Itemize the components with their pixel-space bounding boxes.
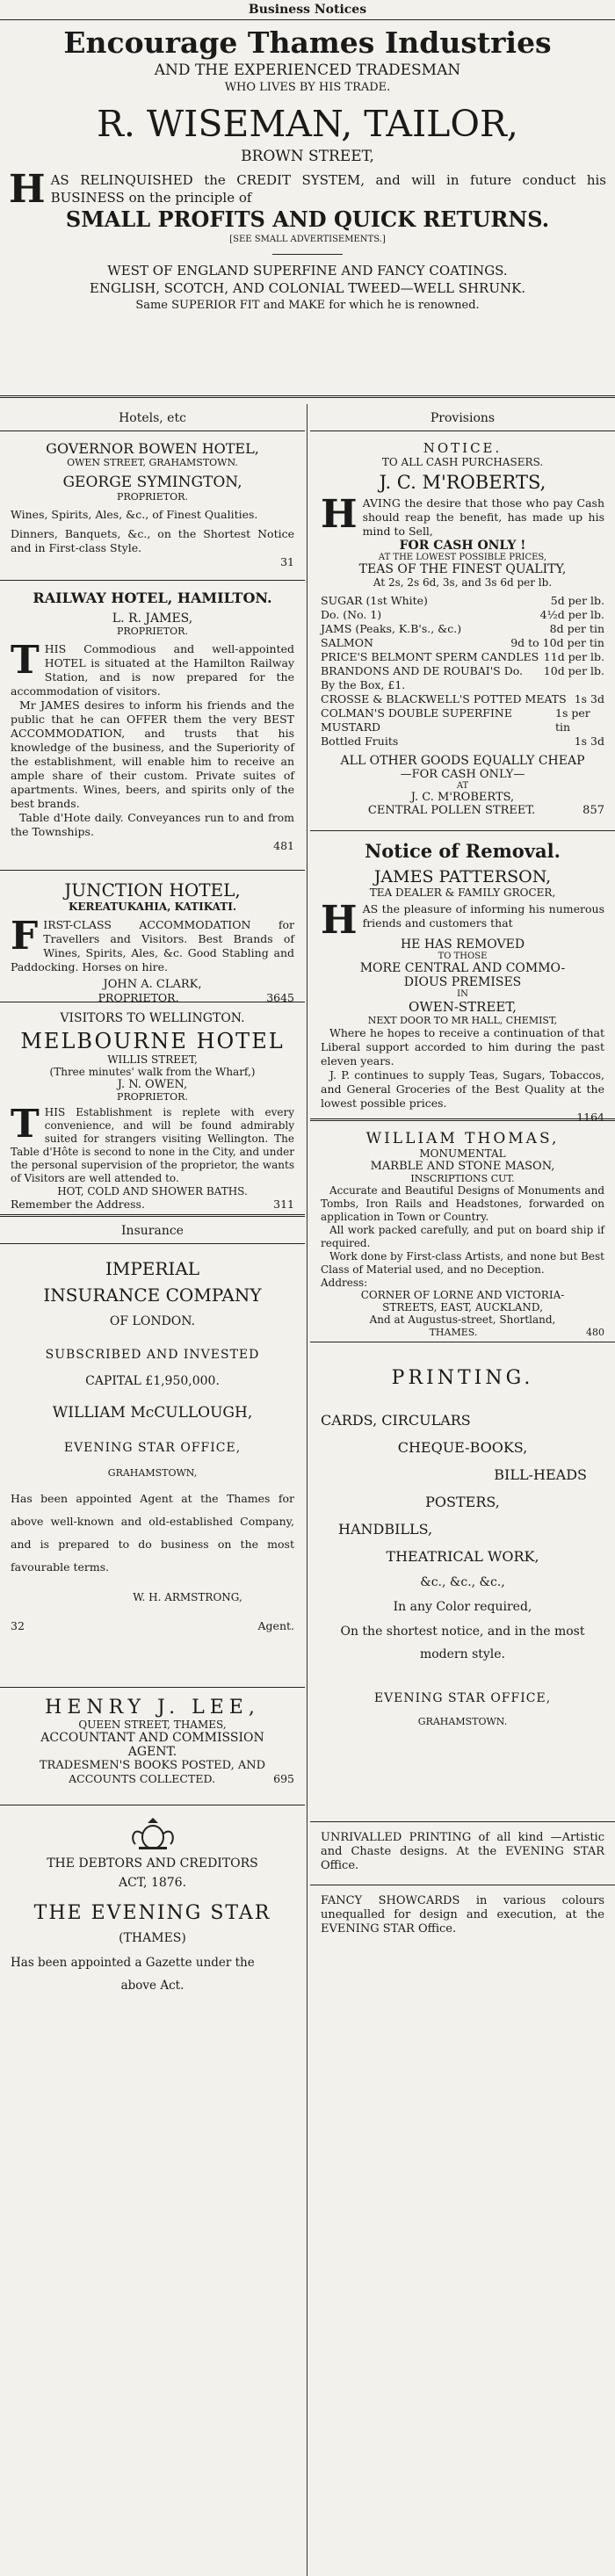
masthead: Business Notices	[0, 0, 615, 20]
lee-title-2: AGENT.	[127, 1745, 177, 1759]
william-thomas-ad	[310, 1121, 615, 1342]
right-column	[310, 404, 615, 2576]
ad-number: 480	[586, 1327, 604, 1338]
jp-line: J. P. continues to supply Teas, Sugars, Tobaccos, and General Groceries of the Best Quality at the lowest possible prices.	[321, 1068, 604, 1110]
address-label: Address:	[321, 1277, 368, 1289]
baths-line: HOT, COLD AND SHOWER BATHS.	[57, 1185, 248, 1198]
tweed-line: ENGLISH, SCOTCH, AND COLONIAL TWEED—WELL SHRUNK.	[89, 280, 526, 296]
patterson-name: JAMES PATTERSON,	[373, 867, 552, 886]
owen-street: OWEN-STREET,	[409, 999, 517, 1015]
sign-address: CENTRAL POLLEN STREET.	[367, 804, 536, 817]
visitors-heading: VISITORS TO WELLINGTON.	[60, 1011, 245, 1025]
monumental: MONUMENTAL	[419, 1147, 506, 1160]
price-row	[321, 650, 604, 664]
ad-number: 31	[280, 555, 294, 568]
grocer-line: TEA DEALER & FAMILY GROCER,	[369, 886, 556, 899]
color-line: In any Color required,	[393, 1600, 532, 1614]
price-row	[321, 734, 604, 749]
debtors-line-1: THE DEBTORS AND CREDITORS	[47, 1856, 258, 1870]
other-goods: ALL OTHER GOODS EQUALLY CHEAP	[340, 754, 585, 768]
next-door: NEXT DOOR TO MR HALL, CHEMIST,	[367, 1015, 558, 1026]
price-item: COLMAN'S DOUBLE SUPERFINE MUSTARD	[321, 706, 512, 734]
price-row	[321, 636, 604, 650]
owner-name: J. N. OWEN,	[117, 1078, 188, 1091]
price-item: PRICE'S BELMONT SPERM CANDLES	[321, 650, 539, 663]
debtors-line-2: ACT, 1876.	[118, 1876, 187, 1890]
wiseman-ad	[0, 20, 615, 398]
hotel-title: JUNCTION HOTEL,	[64, 879, 241, 901]
proprietor-role: PROPRIETOR.	[98, 991, 179, 1004]
price-value: 1s per tin	[555, 706, 590, 734]
price-row	[321, 622, 604, 636]
tea-prices: At 2s, 2s 6d, 3s, and 3s 6d per lb.	[373, 576, 553, 589]
etc-line: &c., &c., &c.,	[420, 1575, 505, 1589]
fit-line: Same SUPERIOR FIT and MAKE for which he is renowned.	[135, 299, 480, 312]
notice-heading: NOTICE.	[423, 440, 503, 456]
imperial-body: Has been appointed Agent at the Thames for above well-known and old-established Company, and is prepared to do business on the most favourable terms.	[11, 1492, 294, 1574]
proprietor-name: JOHN A. CLARK,	[103, 978, 202, 991]
drop-cap: F	[11, 914, 39, 959]
cash-purchasers: TO ALL CASH PURCHASERS.	[381, 456, 544, 468]
price-value: 5d per lb.	[550, 594, 604, 607]
owner-role: PROPRIETOR.	[117, 1091, 188, 1103]
eso-line: EVENING STAR OFFICE,	[373, 1691, 552, 1705]
ad-number: 481	[273, 839, 294, 852]
remember-line: Remember the Address.	[11, 1198, 145, 1211]
debtors-body: Has been appointed a Gazette under the	[11, 1956, 255, 1970]
debtors-end: above Act.	[120, 1979, 184, 1993]
mroberts-ad	[310, 431, 615, 831]
corner-2: STREETS, EAST, AUCKLAND,	[382, 1301, 543, 1313]
price-row	[321, 692, 604, 706]
lee-name: HENRY J. LEE,	[45, 1697, 260, 1719]
patterson-ad	[310, 831, 615, 1124]
ad-number: 3645	[266, 991, 294, 1004]
proprietor-name: L. R. JAMES,	[112, 611, 193, 626]
slogan: SMALL PROFITS AND QUICK RETURNS.	[65, 206, 550, 232]
thames-line: (THAMES)	[119, 1931, 186, 1945]
agent-name: WILLIAM McCULLOUGH,	[52, 1404, 253, 1422]
headline: Encourage Thames Industries	[63, 25, 552, 60]
subheadline: AND THE EXPERIENCED TRADESMAN	[154, 62, 461, 79]
subheadline-2: WHO LIVES BY HIS TRADE.	[224, 81, 391, 94]
proprietor-role: PROPRIETOR.	[117, 626, 188, 637]
left-column	[0, 404, 305, 2576]
price-list	[321, 594, 604, 749]
railway-hotel-ad	[0, 581, 305, 871]
lee-title-1: ACCOUNTANT AND COMMISSION	[40, 1731, 264, 1745]
sign-name: J. C. M'ROBERTS,	[410, 791, 515, 804]
unrivalled-body: UNRIVALLED PRINTING of all kind —Artistic and Chaste designs. At the EVENING STAR Office.	[321, 1831, 604, 1872]
melbourne-body: HIS Establishment is replete with every convenience, and will be found admirably suited for strangers visiting Wellington. The Table d'Hôte is second to none in the City, and under the personal supervision of the proprietor, the wants of Visitors are well attended to.	[11, 1106, 294, 1184]
premises-2: DIOUS PREMISES	[403, 975, 522, 989]
dinners-line: Dinners, Banquets, &c., on the Shortest Notice and in First-class Style.	[11, 527, 294, 554]
hotel-title: GOVERNOR BOWEN HOTEL,	[46, 440, 259, 457]
section-hotels: Hotels, etc	[0, 404, 305, 431]
printing-ad	[310, 1342, 615, 1822]
drop-cap: H	[9, 167, 46, 212]
hotel-title: MELBOURNE HOTEL	[20, 1029, 285, 1053]
hotel-address: OWEN STREET, GRAHAMSTOWN.	[67, 457, 238, 468]
for-cash-only: FOR CASH ONLY !	[399, 539, 526, 553]
posters-line: POSTERS,	[425, 1494, 500, 1510]
price-value: 4½d per lb.	[539, 608, 604, 621]
patterson-body: AS the pleasure of informing his numerous friends and customers that	[362, 902, 604, 930]
in-label: IN	[457, 989, 468, 999]
cards-line: CARDS, CIRCULARS	[321, 1412, 471, 1429]
corner-1: CORNER OF LORNE AND VICTORIA-	[360, 1289, 565, 1301]
junction-hotel-ad	[0, 871, 305, 1002]
coatings-line: WEST OF ENGLAND SUPERFINE AND FANCY COATINGS.	[107, 263, 508, 279]
theatrical-line: THEATRICAL WORK,	[386, 1548, 539, 1565]
evening-star: THE EVENING STAR	[33, 1902, 271, 1924]
price-item: Do. (No. 1)	[321, 608, 382, 621]
henry-lee-ad	[0, 1688, 305, 1805]
price-row	[321, 608, 604, 622]
billheads-line: BILL-HEADS	[494, 1466, 587, 1483]
cash-only-line: —FOR CASH ONLY—	[400, 768, 525, 781]
removal-heading: Notice of Removal.	[365, 840, 561, 862]
thomas-body-3: Work done by First-class Artists, and none but Best Class of Material used, and no Deception.	[321, 1250, 604, 1276]
ad-number: 32	[11, 1619, 25, 1632]
price-item: SALMON	[321, 636, 373, 649]
lowest-prices: AT THE LOWEST POSSIBLE PRICES,	[378, 553, 547, 562]
debtors-act-ad	[0, 1805, 305, 2001]
price-item: By the Box, £1.	[321, 678, 406, 691]
company-line-3: OF LONDON.	[109, 1314, 196, 1328]
railway-body: HIS Commodious and well-appointed HOTEL is situated at the Hamilton Railway Station, and is now prepared for the accommodation of visitors.	[11, 642, 294, 698]
hopes-line: Where he hopes to receive a continuation of that Liberal support accorded to him during the past eleven years.	[321, 1026, 604, 1067]
hotel-street: WILLIS STREET,	[107, 1053, 198, 1066]
drop-cap: H	[321, 898, 358, 943]
tailor-street: BROWN STREET,	[241, 148, 374, 165]
price-value: 9d to 10d per tin	[510, 636, 604, 649]
price-row	[321, 664, 604, 678]
to-those: TO THOSE	[438, 952, 488, 961]
price-value: 8d per tin	[549, 622, 604, 635]
subscribed-line: SUBSCRIBED AND INVESTED	[45, 1348, 260, 1362]
mroberts-body: AVING the desire that those who pay Cash should reap the benefit, has made up his mind to Sell,	[362, 496, 604, 538]
royal-crest-image	[127, 1818, 179, 1851]
price-value: 11d per lb.	[543, 650, 604, 663]
column-divider	[307, 404, 308, 2576]
hotel-title: RAILWAY HOTEL, HAMILTON.	[33, 590, 272, 606]
premises-1: MORE CENTRAL AND COMMO-	[359, 961, 566, 975]
modern-line: modern style.	[419, 1647, 506, 1661]
price-item: Bottled Fruits	[321, 734, 399, 748]
fancy-showcards-ad	[310, 1885, 615, 1945]
inscriptions: INSCRIPTIONS CUT.	[410, 1173, 515, 1184]
thomas-body: Accurate and Beautiful Designs of Monuments and Tombs, Iron Rails and Headstones, forwarded on application in Town or Country.	[321, 1184, 604, 1223]
company-line-1: IMPERIAL	[105, 1258, 200, 1279]
melbourne-hotel-ad	[0, 1002, 305, 1217]
see-small-ads: [SEE SMALL ADVERTISEMENTS.]	[229, 235, 386, 244]
section-provisions: Provisions	[310, 404, 615, 431]
lee-books-2: ACCOUNTS COLLECTED.	[69, 1772, 215, 1785]
fancy-body: FANCY SHOWCARDS in various colours unequalled for design and execution, at the EVENING STAR Office.	[321, 1894, 604, 1936]
railway-body-2: Mr JAMES desires to inform his friends and the public that he can OFFER them the very BEST ACCOMMODATION, and trusts that his knowledge of the business, and the Superiority of the establishment, will enable him to receive an ample share of their custom. Private suites of apartments. Wines, beers, and spirits only of the best brands.	[11, 698, 294, 810]
ad-number: 1164	[576, 1111, 604, 1124]
ad-number: 695	[273, 1772, 294, 1785]
price-row	[321, 678, 604, 692]
proprietor-name: GEORGE SYMINGTON,	[62, 474, 242, 491]
capital-line: CAPITAL £1,950,000.	[85, 1374, 220, 1388]
wines-line: Wines, Spirits, Ales, &c., of Finest Qualities.	[11, 508, 258, 521]
at-label: AT	[456, 781, 469, 791]
price-value: 10d per lb.	[543, 664, 604, 677]
ad-number: 857	[582, 804, 604, 817]
thomas-body-2: All work packed carefully, and put on board ship if required.	[321, 1224, 604, 1249]
wiseman-body: AS RELINQUISHED the CREDIT SYSTEM, and will in future conduct his BUSINESS on the principle of	[50, 172, 606, 206]
price-item: CROSSE & BLACKWELL'S POTTED MEATS	[321, 692, 567, 706]
governor-bowen-ad	[0, 431, 305, 581]
drop-cap: T	[11, 638, 40, 683]
price-value: 1s 3d	[574, 734, 604, 748]
agent-label: Agent.	[257, 1619, 294, 1632]
handbills-line: HANDBILLS,	[338, 1521, 433, 1538]
marble: MARBLE AND STONE MASON,	[370, 1160, 555, 1173]
cheque-line: CHEQUE-BOOKS,	[397, 1439, 528, 1456]
price-item: SUGAR (1st White)	[321, 594, 428, 607]
town-line: GRAHAMSTOWN,	[107, 1467, 198, 1479]
price-row	[321, 594, 604, 608]
imperial-insurance-ad	[0, 1244, 305, 1688]
lee-books-1: TRADESMEN'S BOOKS POSTED, AND	[39, 1759, 266, 1772]
lee-street: QUEEN STREET, THAMES,	[78, 1719, 227, 1731]
drop-cap: T	[11, 1102, 40, 1147]
walk-note: (Three minutes' walk from the Wharf,)	[49, 1066, 256, 1078]
railway-body-3: Table d'Hote daily. Conveyances run to and from the Townships.	[11, 811, 294, 838]
thomas-name: WILLIAM THOMAS,	[365, 1130, 560, 1147]
thames-label: THAMES.	[429, 1327, 478, 1338]
drop-cap: H	[321, 492, 358, 537]
tailor-name: R. WISEMAN, TAILOR,	[97, 103, 518, 145]
junction-body: IRST-CLASS ACCOMMODATION for Travellers and Visitors. Best Brands of Wines, Spirits, Ales, &c. Good Stabling and Paddocking. Horses on hire.	[11, 918, 294, 973]
teas-line: TEAS OF THE FINEST QUALITY,	[358, 562, 567, 576]
company-line-2: INSURANCE COMPANY	[43, 1284, 262, 1306]
hotel-place: KEREATUKAHIA, KATIKATI.	[68, 901, 237, 913]
unrivalled-ad	[310, 1822, 615, 1885]
price-item: JAMS (Peaks, K.B's., &c.)	[321, 622, 462, 635]
augustus-line: And at Augustus-street, Shortland,	[369, 1313, 556, 1326]
signatory: W. H. ARMSTRONG,	[133, 1591, 242, 1603]
proprietor-role: PROPRIETOR.	[117, 491, 188, 503]
section-insurance: Insurance	[0, 1217, 305, 1244]
ad-number: 311	[273, 1198, 294, 1211]
removed-line: HE HAS REMOVED	[400, 937, 525, 952]
price-value: 1s 3d	[574, 692, 604, 706]
printing-heading: PRINTING.	[391, 1367, 534, 1389]
mroberts-name: J. C. M'ROBERTS,	[379, 472, 546, 493]
shortest-line: On the shortest notice, and in the most	[340, 1624, 585, 1639]
gt-line: GRAHAMSTOWN.	[417, 1716, 508, 1727]
price-item: BRANDONS AND DE ROUBAI'S Do.	[321, 664, 524, 677]
office-line: EVENING STAR OFFICE,	[63, 1441, 242, 1455]
price-row	[321, 706, 604, 734]
